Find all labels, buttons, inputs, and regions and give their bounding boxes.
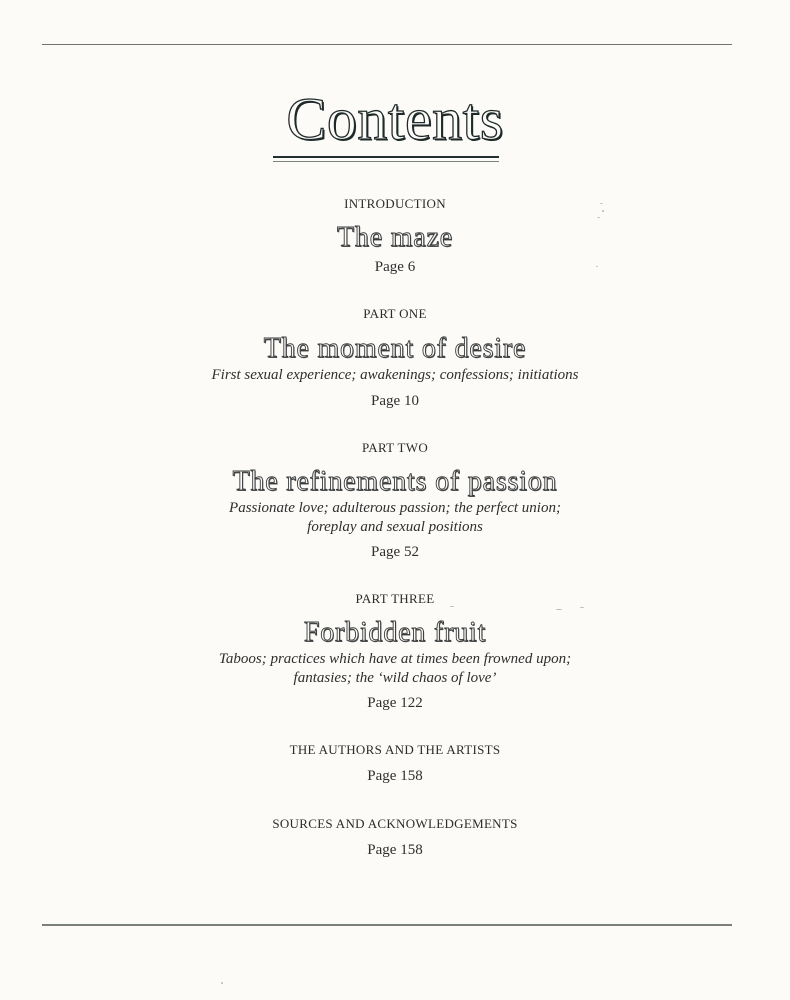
section-page: Page 52 <box>371 544 419 560</box>
section-label: PART ONE <box>363 306 427 321</box>
section-subtitle-line-2: fantasies; the ‘wild chaos of love’ <box>293 670 497 686</box>
top-rule <box>42 44 732 45</box>
appendix-page: Page 158 <box>367 842 423 858</box>
section-label: INTRODUCTION <box>344 196 446 211</box>
bottom-rule <box>42 924 732 926</box>
heading-underline-thick <box>273 156 499 158</box>
section-subtitle: First sexual experience; awakenings; confessions; initiations <box>211 367 579 383</box>
scan-speck <box>597 217 600 218</box>
section-subtitle-line-2: foreplay and sexual positions <box>307 519 483 535</box>
section-page: Page 10 <box>371 393 419 409</box>
scan-speck <box>600 203 603 204</box>
scan-speck <box>556 609 562 610</box>
heading-underline-thin <box>273 161 499 162</box>
scan-speck <box>580 607 584 608</box>
section-title: The refinements of passion <box>232 466 558 497</box>
appendix-page: Page 158 <box>367 768 423 784</box>
contents-heading: Contents <box>286 86 504 152</box>
section-subtitle-line-1: Taboos; practices which have at times been frowned upon; <box>218 651 572 667</box>
scan-speck <box>221 982 223 984</box>
scan-speck <box>450 606 454 607</box>
section-title: Forbidden fruit <box>303 617 487 648</box>
section-title: The moment of desire <box>263 333 527 364</box>
section-title: The maze <box>337 222 453 253</box>
scan-speck <box>596 266 598 267</box>
section-subtitle-line-1: Passionate love; adulterous passion; the perfect union; <box>229 500 561 516</box>
section-page: Page 6 <box>374 259 416 275</box>
section-label: PART TWO <box>361 440 429 455</box>
section-label: PART THREE <box>355 591 435 606</box>
section-page: Page 122 <box>367 695 423 711</box>
scan-speck <box>602 210 604 212</box>
appendix-label: THE AUTHORS AND THE ARTISTS <box>289 742 501 757</box>
appendix-label: SOURCES AND ACKNOWLEDGEMENTS <box>272 816 518 831</box>
